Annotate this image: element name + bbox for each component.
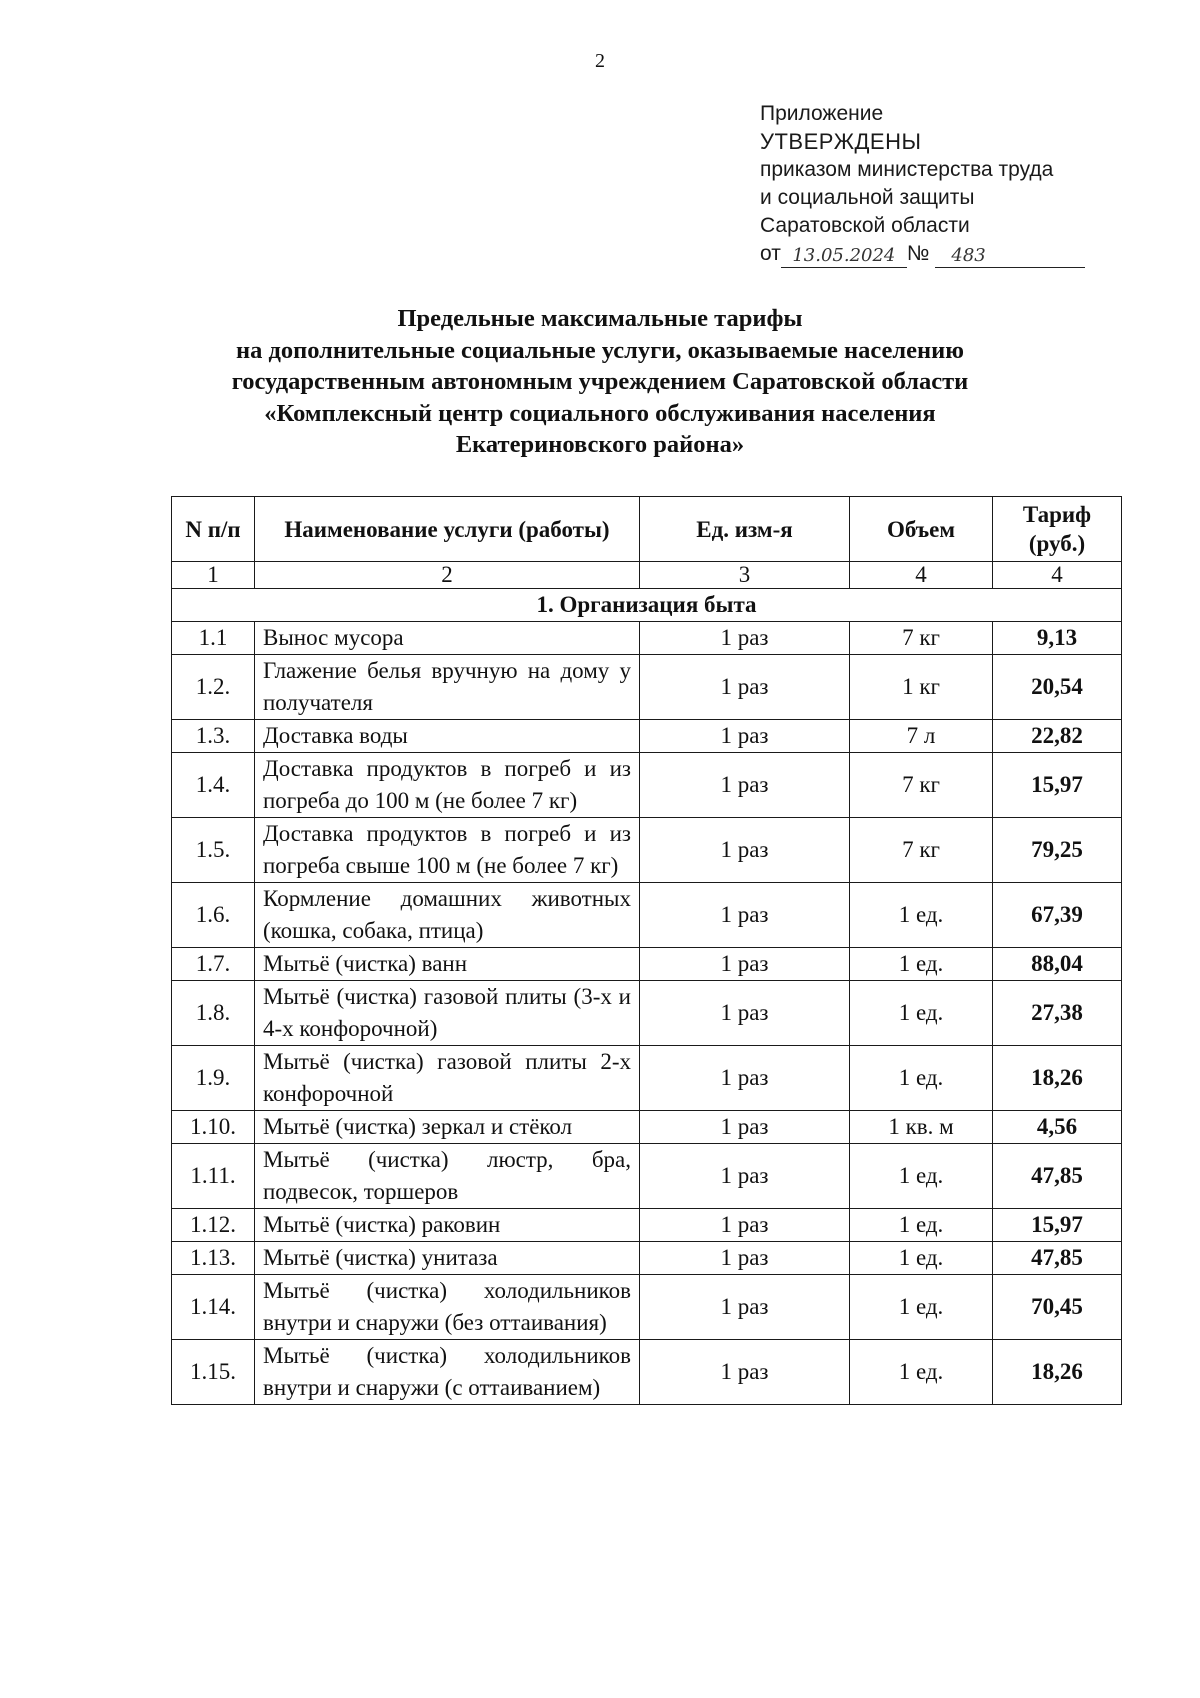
row-service-name: Мытьё (чистка) холодильников внутри и снаружи (без оттаивания) [255,1275,640,1340]
row-price: 9,13 [993,622,1122,655]
row-number: 1.1 [172,622,255,655]
table-row [172,818,1122,883]
row-unit: 1 раз [640,948,850,981]
approval-date-number-line [760,240,1085,268]
row-service-name: Вынос мусора [255,622,640,655]
row-unit: 1 раз [640,655,850,720]
header-unit: Ед. изм-я [640,497,850,562]
row-price: 15,97 [993,753,1122,818]
row-price: 67,39 [993,883,1122,948]
column-number: 4 [850,562,993,589]
table-row [172,883,1122,948]
row-unit: 1 раз [640,720,850,753]
header-volume: Объем [850,497,993,562]
row-volume: 1 ед. [850,1046,993,1111]
row-unit: 1 раз [640,1144,850,1209]
row-number: 1.6. [172,883,255,948]
row-number: 1.7. [172,948,255,981]
row-unit: 1 раз [640,1209,850,1242]
table-row [172,720,1122,753]
row-number: 1.11. [172,1144,255,1209]
header-price: Тариф (руб.) [993,497,1122,562]
title-line-3: государственным автономным учреждением Саратовской области [231,368,969,395]
row-unit: 1 раз [640,622,850,655]
row-unit: 1 раз [640,1242,850,1275]
table-row [172,1242,1122,1275]
row-price: 22,82 [993,720,1122,753]
approval-appendix-label: Приложение [760,102,884,125]
row-price: 18,26 [993,1046,1122,1111]
row-number: 1.15. [172,1340,255,1405]
row-price: 70,45 [993,1275,1122,1340]
row-volume: 1 ед. [850,1209,993,1242]
table-row [172,981,1122,1046]
row-service-name: Мытьё (чистка) люстр, бра, подвесок, торшеров [255,1144,640,1209]
row-service-name: Мытьё (чистка) газовой плиты (3-х и 4-х конфорочной) [255,981,640,1046]
row-unit: 1 раз [640,753,850,818]
row-volume: 7 кг [850,753,993,818]
table-row [172,1111,1122,1144]
row-unit: 1 раз [640,1340,850,1405]
row-volume: 7 л [850,720,993,753]
table-row [172,622,1122,655]
row-service-name: Мытьё (чистка) ванн [255,948,640,981]
row-number: 1.12. [172,1209,255,1242]
row-volume: 1 ед. [850,948,993,981]
row-volume: 1 ед. [850,1144,993,1209]
row-number: 1.4. [172,753,255,818]
row-number: 1.8. [172,981,255,1046]
column-number: 3 [640,562,850,589]
row-number: 1.9. [172,1046,255,1111]
table-row [172,1209,1122,1242]
row-unit: 1 раз [640,1046,850,1111]
table-header-row [172,497,1122,562]
approval-region-line: Саратовской области [760,214,970,237]
row-volume: 1 ед. [850,1340,993,1405]
number-label: № [906,242,930,265]
row-price: 15,97 [993,1209,1122,1242]
row-volume: 1 ед. [850,1275,993,1340]
row-unit: 1 раз [640,1111,850,1144]
row-volume: 1 ед. [850,1242,993,1275]
table-row [172,948,1122,981]
row-price: 88,04 [993,948,1122,981]
row-service-name: Мытьё (чистка) газовой плиты 2-х конфорочной [255,1046,640,1111]
title-line-4: «Комплексный центр социального обслуживания населения [264,399,936,427]
row-service-name: Глажение белья вручную на дому у получателя [255,655,640,720]
table-row [172,1046,1122,1111]
row-volume: 7 кг [850,818,993,883]
row-service-name: Мытьё (чистка) зеркал и стёкол [255,1111,640,1144]
column-number: 4 [993,562,1122,589]
row-number: 1.13. [172,1242,255,1275]
column-numbers-row [172,562,1122,589]
row-price: 18,26 [993,1340,1122,1405]
row-price: 79,25 [993,818,1122,883]
approval-ministry-line: и социальной защиты [760,186,975,209]
approval-block [760,100,1085,268]
row-service-name: Доставка продуктов в погреб и из погреба до 100 м (не более 7 кг) [255,753,640,818]
table-row [172,655,1122,720]
row-service-name: Доставка продуктов в погреб и из погреба свыше 100 м (не более 7 кг) [255,818,640,883]
row-service-name: Мытьё (чистка) унитаза [255,1242,640,1275]
header-num: N п/п [172,497,255,562]
row-volume: 1 ед. [850,883,993,948]
row-price: 20,54 [993,655,1122,720]
row-service-name: Мытьё (чистка) раковин [255,1209,640,1242]
title-line-2: на дополнительные социальные услуги, оказываемые населению [235,336,964,364]
row-price: 47,85 [993,1242,1122,1275]
page-number: 2 [595,50,605,72]
row-unit: 1 раз [640,818,850,883]
date-prefix: от [760,242,781,265]
row-number: 1.10. [172,1111,255,1144]
title-line-5: Екатериновского района» [455,431,745,458]
row-price: 4,56 [993,1111,1122,1144]
table-row [172,753,1122,818]
row-volume: 1 кг [850,655,993,720]
table-row [172,1340,1122,1405]
column-number: 1 [172,562,255,589]
row-service-name: Кормление домашних животных (кошка, собака, птица) [255,883,640,948]
row-unit: 1 раз [640,1275,850,1340]
row-unit: 1 раз [640,981,850,1046]
approval-approved-label: УТВЕРЖДЕНЫ [760,129,922,154]
handwritten-date: 13.05.2024 [781,245,907,268]
header-name: Наименование услуги (работы) [255,497,640,562]
column-number: 2 [255,562,640,589]
tariffs-table [171,496,1122,1405]
row-service-name: Доставка воды [255,720,640,753]
row-price: 47,85 [993,1144,1122,1209]
row-number: 1.3. [172,720,255,753]
row-number: 1.5. [172,818,255,883]
row-number: 1.2. [172,655,255,720]
row-volume: 1 кв. м [850,1111,993,1144]
handwritten-number: 483 [935,245,1085,268]
document-title [0,303,1200,461]
section-row [172,589,1122,622]
table-row [172,1144,1122,1209]
row-volume: 7 кг [850,622,993,655]
approval-order-line: приказом министерства труда [760,158,1054,181]
section-title: 1. Организация быта [172,589,1122,622]
row-number: 1.14. [172,1275,255,1340]
row-volume: 1 ед. [850,981,993,1046]
row-unit: 1 раз [640,883,850,948]
row-price: 27,38 [993,981,1122,1046]
table-row [172,1275,1122,1340]
row-service-name: Мытьё (чистка) холодильников внутри и снаружи (с оттаиванием) [255,1340,640,1405]
title-line-1: Предельные максимальные тарифы [397,305,803,332]
